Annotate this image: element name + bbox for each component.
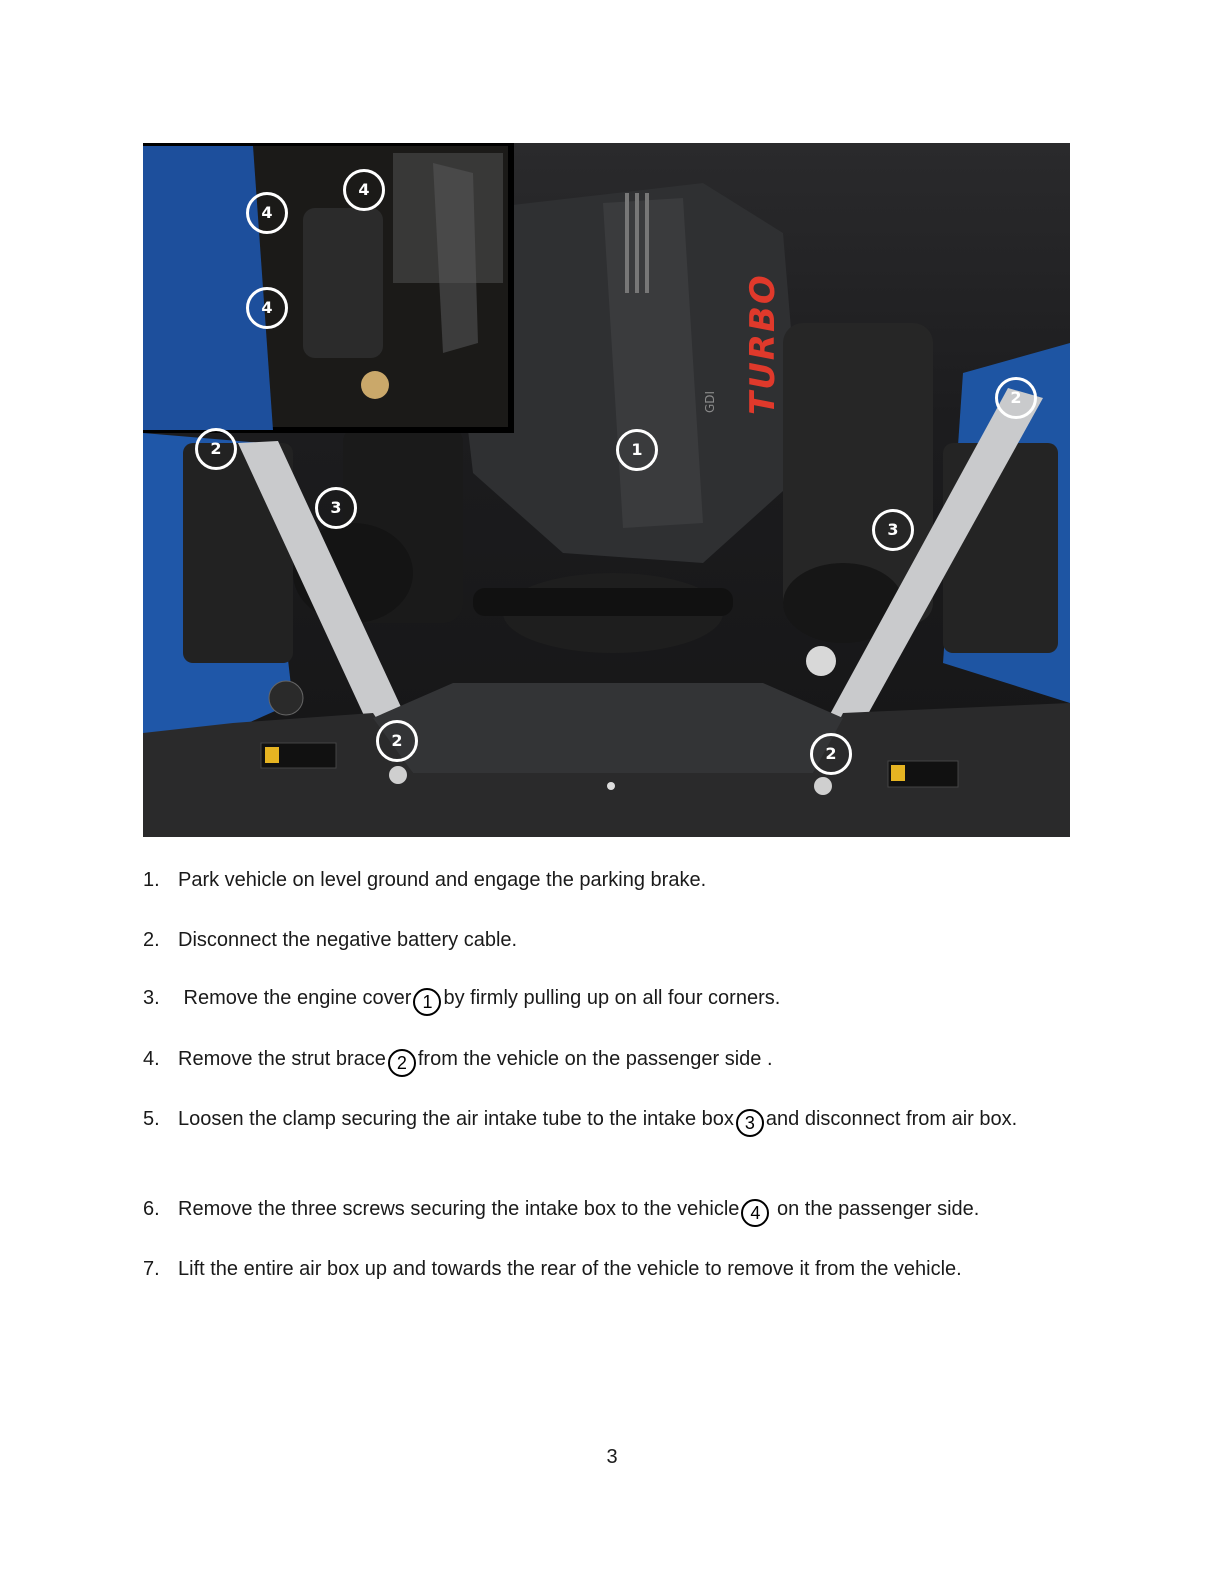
step-text-after: from the vehicle on the passenger side . bbox=[417, 1048, 773, 1070]
callout-2-brace-left-top: 2 bbox=[195, 428, 237, 470]
callout-4-inset-left: 4 bbox=[246, 192, 288, 234]
step-number: 1. bbox=[143, 869, 160, 891]
step-text-after: and disconnect from air box. bbox=[765, 1108, 1018, 1130]
step-1 bbox=[143, 866, 1073, 926]
step-text bbox=[178, 984, 1073, 1045]
step-2 bbox=[143, 926, 1073, 984]
circled-number: 4 bbox=[741, 1199, 769, 1227]
step-7 bbox=[143, 1255, 1073, 1295]
step-4 bbox=[143, 1045, 1073, 1105]
callout-2-brace-right-bottom: 2 bbox=[810, 733, 852, 775]
circled-number: 3 bbox=[736, 1109, 764, 1137]
callout-4-inset-top: 4 bbox=[343, 169, 385, 211]
step-text-before: Remove the engine cover bbox=[178, 987, 412, 1009]
circled-number: 1 bbox=[413, 988, 441, 1016]
step-text: Lift the entire air box up and towards the rear of the vehicle to remove it from the vehicle. bbox=[178, 1258, 962, 1280]
callout-2-brace-left-bottom: 2 bbox=[376, 720, 418, 762]
step-text: Park vehicle on level ground and engage the parking brake. bbox=[178, 869, 707, 891]
step-6 bbox=[143, 1195, 1073, 1255]
engine-bay-photo bbox=[143, 143, 1070, 837]
page-number: 3 bbox=[606, 1446, 618, 1468]
step-text-after: on the passenger side. bbox=[771, 1198, 980, 1220]
step-number: 6. bbox=[143, 1198, 160, 1220]
callout-2-brace-right-top: 2 bbox=[995, 377, 1037, 419]
circled-number: 2 bbox=[388, 1049, 416, 1077]
step-text bbox=[178, 1105, 1073, 1195]
step-number: 2. bbox=[143, 929, 160, 951]
step-text bbox=[178, 1045, 1073, 1105]
turbo-logo-text: TURBO bbox=[743, 273, 783, 415]
callout-1-engine-cover: 1 bbox=[616, 429, 658, 471]
callout-3-intake-right: 3 bbox=[872, 509, 914, 551]
step-number: 7. bbox=[143, 1258, 160, 1280]
step-text-after: by firmly pulling up on all four corners. bbox=[443, 987, 781, 1009]
instruction-steps bbox=[143, 866, 1073, 1295]
callout-4-inset-bottom: 4 bbox=[246, 287, 288, 329]
step-number: 5. bbox=[143, 1108, 160, 1130]
step-text-before: Remove the strut brace bbox=[178, 1048, 386, 1070]
step-text bbox=[178, 1195, 1073, 1255]
step-text: Disconnect the negative battery cable. bbox=[178, 929, 518, 951]
step-number: 4. bbox=[143, 1048, 160, 1070]
step-text-before: Remove the three screws securing the intake box to the vehicle bbox=[178, 1198, 740, 1220]
step-number: 3. bbox=[143, 987, 160, 1009]
step-5 bbox=[143, 1105, 1073, 1195]
step-text-before: Loosen the clamp securing the air intake tube to the intake box bbox=[178, 1108, 734, 1130]
callout-3-intake-left: 3 bbox=[315, 487, 357, 529]
gdi-logo-text: GDI bbox=[703, 390, 717, 413]
step-3 bbox=[143, 984, 1073, 1045]
engine-bay-illustration bbox=[143, 143, 1070, 837]
